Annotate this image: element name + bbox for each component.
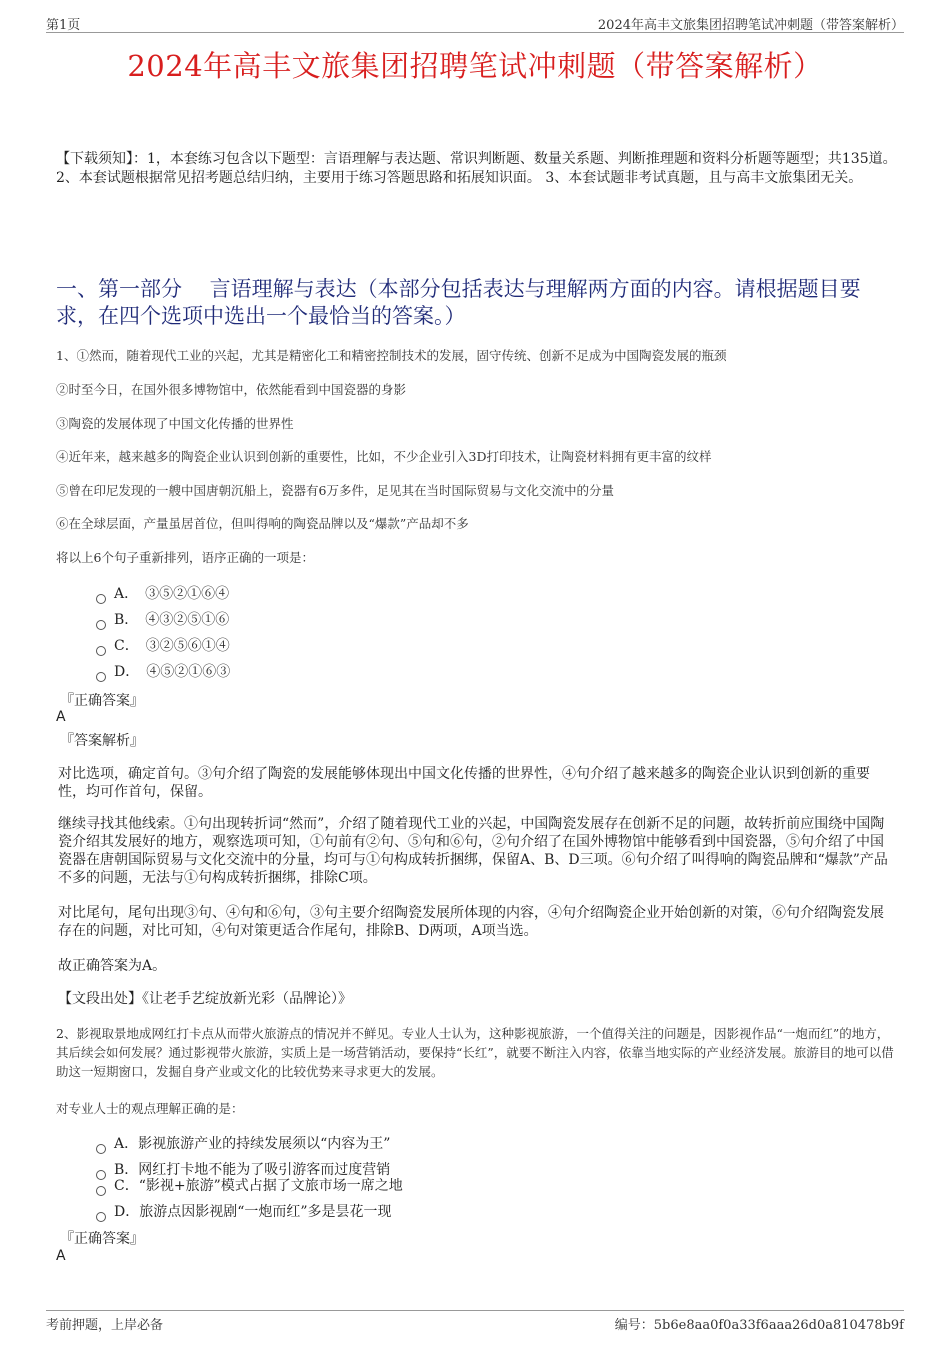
q1-option-c[interactable]: C． ③②⑤⑥①④: [96, 635, 230, 656]
radio-icon[interactable]: [96, 646, 106, 656]
page-number: 第1页: [46, 18, 81, 33]
q2-answer: A: [56, 1248, 66, 1264]
q1-line: ②时至今日，在国外很多博物馆中，依然能看到中国瓷器的身影: [56, 382, 407, 397]
radio-icon[interactable]: [96, 620, 106, 630]
page-header: [46, 14, 904, 33]
q1-line: ⑥在全球层面，产量虽居首位，但叫得响的陶瓷品牌以及“爆款”产品却不多: [56, 516, 469, 531]
footer-slogan: 考前押题，上岸必备: [46, 1318, 164, 1333]
page-footer: [46, 1310, 904, 1333]
q1-line: ③陶瓷的发展体现了中国文化传播的世界性: [56, 416, 294, 431]
q1-analysis-para: 继续寻找其他线索。①句出现转折词“然而”，介绍了随着现代工业的兴起，中国陶瓷发展存在创新不足的问题，故转折前应围绕中国陶瓷介绍其发展好的地方，观察选项可知，①句前有②句、⑤句和⑥句，②句介绍了在国外博物馆中能够看到中国瓷器，⑤句介绍了中国瓷器在唐朝国际贸易与文化交流中的分量，均可与①句构成转折捆绑，保留A、B、D三项。⑥句介绍了叫得响的陶瓷品牌和“爆款”产品不多的问题，无法与①句构成转折捆绑，排除C项。: [58, 816, 888, 886]
radio-icon[interactable]: [96, 594, 106, 604]
q2-option-a[interactable]: A．影视旅游产业的持续发展须以“内容为王”: [96, 1133, 390, 1154]
radio-icon[interactable]: [96, 1144, 106, 1154]
footer-doc-id: 编号：5b6e8aa0f0a33f6aaa26d0a810478b9f: [614, 1318, 904, 1333]
q2-question: 对专业人士的观点理解正确的是：: [56, 1101, 244, 1116]
q2-option-b[interactable]: B．网红打卡地不能为了吸引游客而过度营销: [96, 1159, 390, 1180]
radio-icon[interactable]: [96, 1186, 106, 1196]
radio-icon[interactable]: [96, 672, 106, 682]
document-title: 2024年高丰文旅集团招聘笔试冲刺题（带答案解析）: [127, 49, 823, 83]
download-notice: 【下载须知】：1，本套练习包含以下题型：言语理解与表达题、常识判断题、数量关系题、判断推理题和资料分析题等题型；共135道。 2、本套试题根据常见招考题总结归纳，主要用于练习答题思路和拓展知识面。 3、本套试题非考试真题，且与高丰文旅集团无关。: [56, 151, 897, 186]
q2-option-c[interactable]: C．“影视+旅游”模式占据了文旅市场一席之地: [96, 1175, 403, 1196]
q1-analysis-tag: 『答案解析』: [60, 733, 144, 749]
radio-icon[interactable]: [96, 1212, 106, 1222]
q1-option-d[interactable]: D． ④⑤②①⑥③: [96, 661, 230, 682]
q2-stem: 2、影视取景地成网红打卡点从而带火旅游点的情况并不鲜见。专业人士认为，这种影视旅游，一个值得关注的问题是，因影视作品“一炮而红”的地方，其后续会如何发展？通过影视带火旅游，实质上是一场营销活动，要保持“长红”，就要不断注入内容，依靠当地实际的产业经济发展。旅游目的地可以借助这一短期窗口，发掘自身产业或文化的比较优势来寻求更大的发展。: [56, 1026, 894, 1079]
section-heading: 一、第一部分 言语理解与表达（本部分包括表达与理解两方面的内容。请根据题目要求，在四个选项中选出一个最恰当的答案。）: [56, 277, 861, 328]
q1-option-a[interactable]: A． ③⑤②①⑥④: [96, 583, 229, 604]
q1-line: 1、①然而，随着现代工业的兴起，尤其是精密化工和精密控制技术的发展，固守传统、创新不足成为中国陶瓷发展的瓶颈: [56, 348, 727, 363]
q2-option-d[interactable]: D．旅游点因影视剧“一炮而红”多是昙花一现: [96, 1201, 392, 1222]
q1-prompt: 将以上6个句子重新排列，语序正确的一项是：: [56, 550, 314, 565]
q1-answer: A: [56, 709, 66, 725]
q1-source: 【文段出处】《让老手艺绽放新光彩（品牌论）》: [58, 991, 352, 1007]
q1-option-b[interactable]: B． ④③②⑤①⑥: [96, 609, 229, 630]
q1-analysis-para: 对比选项，确定首句。③句介绍了陶瓷的发展能够体现出中国文化传播的世界性，④句介绍了越来越多的陶瓷企业认识到创新的重要性，均可作首句，保留。: [58, 766, 870, 800]
q1-line: ⑤曾在印尼发现的一艘中国唐朝沉船上，瓷器有6万多件，足见其在当时国际贸易与文化交流中的分量: [56, 483, 614, 498]
q2-answer-tag: 『正确答案』: [60, 1231, 144, 1247]
q1-line: ④近年来，越来越多的陶瓷企业认识到创新的重要性，比如，不少企业引入3D打印技术，让陶瓷材料拥有更丰富的纹样: [56, 449, 712, 464]
q1-analysis-conclusion: 故正确答案为A。: [58, 958, 167, 974]
q1-answer-tag: 『正确答案』: [60, 693, 144, 709]
q1-analysis-para: 对比尾句，尾句出现③句、④句和⑥句，③句主要介绍陶瓷发展所体现的内容，④句介绍陶瓷企业开始创新的对策，⑥句介绍陶瓷发展存在的问题，对比可知，④句对策更适合作尾句，排除B、D两项，A项当选。: [58, 905, 884, 939]
header-doc-title: 2024年高丰文旅集团招聘笔试冲刺题（带答案解析）: [597, 18, 904, 33]
